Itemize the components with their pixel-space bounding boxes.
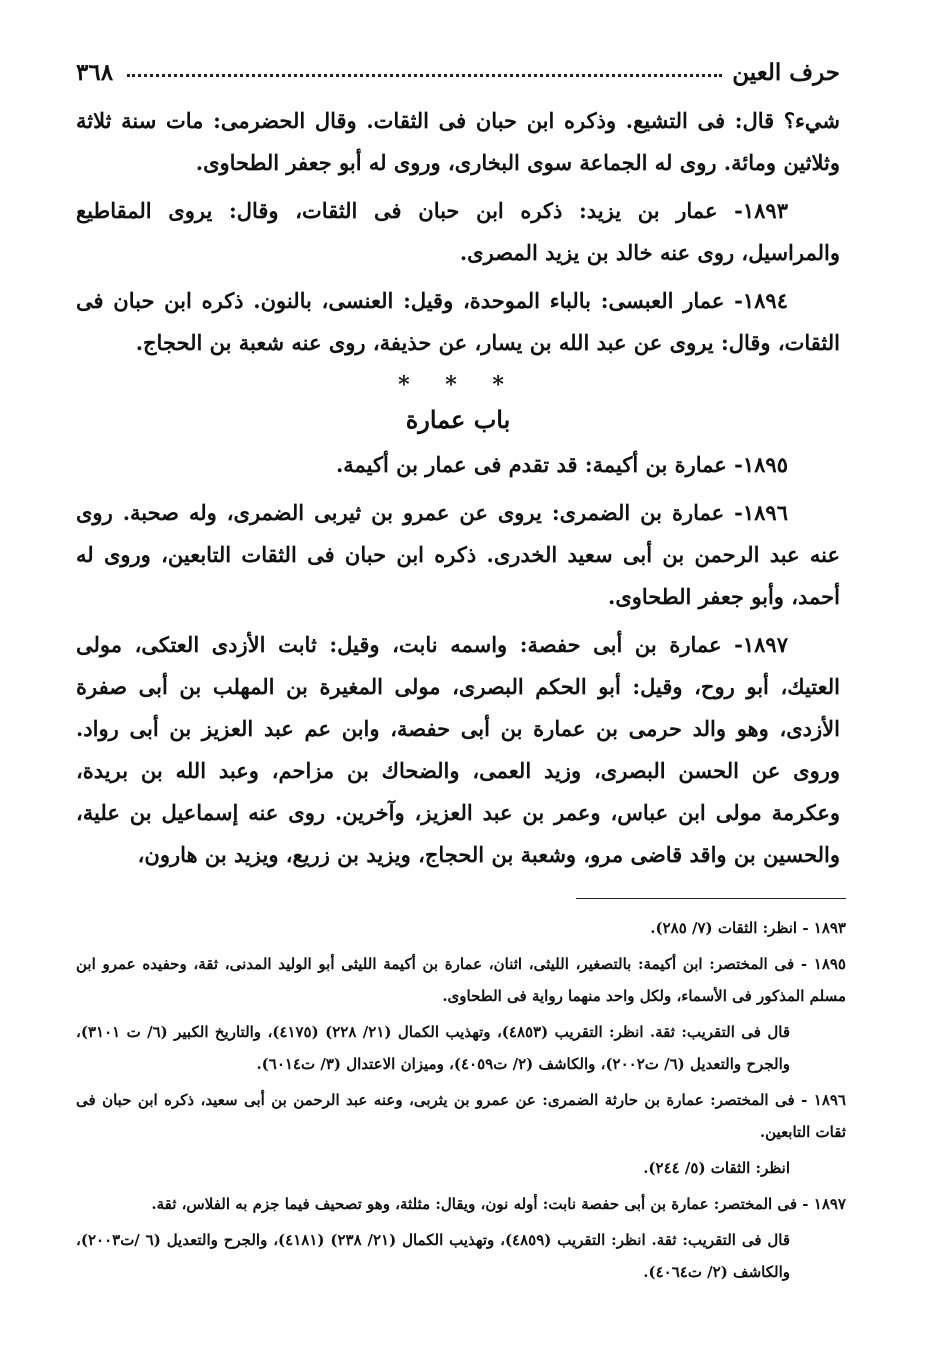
dotted-leader: [127, 74, 722, 77]
footnotes: [76, 912, 846, 1292]
footnote-1895-references: قال فى التقريب: ثقة. انظر: التقريب (٤٨٥٣)، وتهذيب الكمال (٢١/ ٢٢٨) (٤١٧٥)، والتاريخ الكبير (٦/ ت ٣١٠١)، والجرح والتعديل (٦/ ت٢٠٠٢)، والكاشف (٢/ ت٤٠٥٩)، وميزان الاعتدال (٣/ ت٦٠١٤).: [76, 1023, 790, 1073]
section-title: حرف العين: [732, 59, 840, 86]
section-divider-stars: * * *: [398, 372, 518, 398]
page-number: ٣٦٨: [76, 59, 114, 86]
footnote-1896: ١٨٩٦ - فى المختصر: عمارة بن حارثة الضمرى: عن عمرو بن يثربى، وعنه عبد الرحمن بن أبى سعيد، ذكره ابن حبان فى ثقات التابعين.: [76, 1091, 846, 1141]
entry-1893: ١٨٩٣- عمار بن يزيد: ذكره ابن حبان فى الثقات، وقال: يروى المقاطيع والمراسيل، روى عنه خالد بن يزيد المصرى.: [76, 198, 840, 265]
entry-1895: ١٨٩٥- عمارة بن أكيمة: قد تقدم فى عمار بن أكيمة.: [335, 452, 788, 477]
chapter-heading: باب عمارة: [405, 405, 511, 434]
footnote-separator: [576, 898, 846, 899]
main-text: [76, 100, 840, 876]
paragraph-continuation: شيء؟ قال: فى التشيع. وذكره ابن حبان فى الثقات. وقال الحضرمى: مات سنة ثلاثة وثلاثين ومائة. روى له الجماعة سوى البخارى، وروى له أبو جعفر الطحاوى.: [76, 108, 840, 175]
footnote-1893: ١٨٩٣ - انظر: الثقات (٧/ ٢٨٥).: [650, 919, 846, 937]
entry-1894: ١٨٩٤- عمار العبسى: بالباء الموحدة، وقيل: العنسى، بالنون. ذكره ابن حبان فى الثقات، وقال: يروى عن عبد الله بن يسار، عن حذيفة، روى عنه شعبة بن الحجاج.: [76, 288, 840, 355]
page-header: [76, 46, 840, 86]
footnote-1895: ١٨٩٥ - فى المختصر: ابن أكيمة: بالتصغير، الليثى، اثنان، عمارة بن أكيمة الليثى أبو الوليد المدنى، ثقة، وحفيده عمرو ابن مسلم المذكور فى الأسماء، ولكل واحد منهما رواية فى الطحاوى.: [76, 955, 846, 1005]
footnote-1897-references: قال فى التقريب: ثقة. انظر: التقريب (٤٨٥٩)، وتهذيب الكمال (٢١/ ٢٣٨) (٤١٨١)، والجرح والتعديل (٦ /ت٢٠٠٣)، والكاشف (٢/ ت٤٠٦٤).: [76, 1231, 790, 1281]
footnote-1897: ١٨٩٧ - فى المختصر: عمارة بن أبى حفصة نابت: أوله نون، ويقال: مثلثة، وهو تصحيف فيما جزم به الفلاس، ثقة.: [151, 1195, 846, 1213]
entry-1896: ١٨٩٦- عمارة بن الضمرى: يروى عن عمرو بن ثيربى الضمرى، وله صحبة. روى عنه عبد الرحمن بن أبى سعيد الخدرى. ذكره ابن حبان فى الثقات التابعين، وروى له أحمد، وأبو جعفر الطحاوى.: [76, 500, 840, 609]
footnote-1896-references: انظر: الثقات (٥/ ٢٤٤).: [643, 1159, 790, 1177]
entry-1897: ١٨٩٧- عمارة بن أبى حفصة: واسمه نابت، وقيل: ثابت الأزدى العتكى، مولى العتيك، أبو روح، وقيل: أبو الحكم البصرى، مولى المغيرة بن المهلب بن أبى صفرة الأزدى، وهو والد حرمى بن عمارة بن أبى حفصة، وابن عم عبد العزيز بن أبى رواد. وروى عن الحسن البصرى، وزيد العمى، والضحاك بن مزاحم، وعبد الله بن بريدة، وعكرمة مولى ابن عباس، وعمر بن عبد العزيز، وآخرين. روى عنه إسماعيل بن علية، والحسين بن واقد قاضى مرو، وشعبة بن الحجاج، ويزيد بن زريع، ويزيد بن هارون،: [76, 632, 840, 867]
